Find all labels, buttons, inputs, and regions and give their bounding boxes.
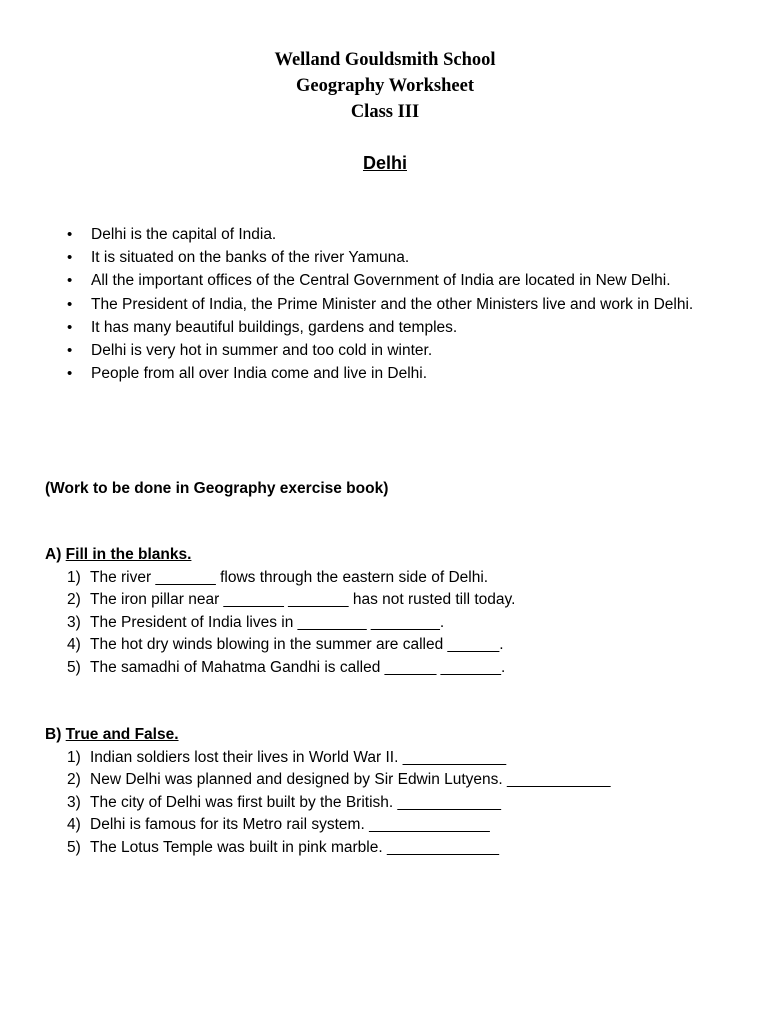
fact-text: Delhi is very hot in summer and too cold in winter. — [91, 342, 433, 360]
question-number: 4) — [67, 636, 81, 654]
fact-text: It has many beautiful buildings, gardens and temples. — [91, 318, 458, 336]
question-text: Indian soldiers lost their lives in World War II. ____________ — [90, 748, 507, 766]
section-heading — [45, 724, 745, 747]
question-text: The hot dry winds blowing in the summer are called ______. — [90, 636, 504, 654]
question-number: 3) — [67, 793, 81, 811]
bullet-icon: • — [67, 295, 73, 313]
question-text: Delhi is famous for its Metro rail system. ______________ — [90, 816, 490, 834]
fact-item — [0, 293, 770, 316]
question-number: 1) — [67, 748, 81, 766]
school-name: Welland Gouldsmith School — [274, 50, 496, 70]
facts-list — [0, 223, 770, 385]
bullet-icon: • — [67, 249, 73, 267]
question-item — [45, 634, 745, 657]
worksheet-subject: Geography Worksheet — [296, 76, 474, 96]
question-item — [45, 792, 745, 815]
bullet-icon: • — [67, 365, 73, 383]
question-list — [45, 747, 745, 860]
fact-item — [0, 339, 770, 362]
class-level: Class III — [350, 102, 420, 122]
question-item — [45, 814, 745, 837]
question-text: The samadhi of Mahatma Gandhi is called ______ _______. — [90, 658, 506, 676]
question-item — [45, 747, 745, 770]
section-fill-blanks — [45, 544, 745, 680]
question-number: 2) — [67, 591, 81, 609]
section-true-false — [45, 724, 745, 860]
fact-item — [0, 316, 770, 339]
question-number: 4) — [67, 816, 81, 834]
fact-text: The President of India, the Prime Minister and the other Ministers live and work in Delhi. — [91, 295, 694, 313]
section-title: True and False. — [65, 726, 179, 743]
section-label: B) — [45, 726, 62, 743]
question-item — [45, 837, 745, 860]
section-heading — [45, 544, 745, 567]
question-number: 2) — [67, 771, 81, 789]
section-title: Fill in the blanks. — [65, 546, 192, 563]
question-item — [45, 589, 745, 612]
question-text: The iron pillar near _______ _______ has not rusted till today. — [90, 591, 516, 609]
bullet-icon: • — [67, 226, 73, 243]
question-number: 5) — [67, 658, 81, 676]
question-number: 3) — [67, 613, 81, 631]
fact-text: Delhi is the capital of India. — [91, 226, 277, 243]
topic-title: Delhi — [362, 153, 407, 173]
fact-text: It is situated on the banks of the river Yamuna. — [91, 249, 410, 267]
section-label: A) — [45, 546, 62, 563]
question-text: The city of Delhi was first built by the British. ____________ — [90, 793, 501, 811]
question-list — [45, 567, 745, 680]
fact-item — [0, 362, 770, 385]
fact-text: People from all over India come and live in Delhi. — [91, 365, 428, 383]
question-number: 1) — [67, 568, 81, 586]
question-item — [45, 657, 745, 680]
question-text: The Lotus Temple was built in pink marble. _____________ — [90, 838, 500, 856]
question-text: New Delhi was planned and designed by Sir Edwin Lutyens. ____________ — [90, 771, 611, 789]
question-item — [45, 612, 745, 635]
bullet-icon: • — [67, 318, 73, 336]
question-number: 5) — [67, 838, 81, 856]
bullet-icon: • — [67, 272, 73, 290]
bullet-icon: • — [67, 342, 73, 360]
question-text: The river _______ flows through the eastern side of Delhi. — [90, 568, 489, 586]
exercise-note: (Work to be done in Geography exercise book) — [45, 480, 389, 497]
fact-item — [0, 223, 770, 246]
question-item — [45, 567, 745, 590]
question-text: The President of India lives in ________ ________. — [90, 613, 445, 631]
fact-item — [0, 269, 770, 292]
fact-text: All the important offices of the Central Government of India are located in New Delhi. — [91, 272, 671, 290]
question-item — [45, 769, 745, 792]
fact-item — [0, 246, 770, 269]
worksheet-header — [0, 47, 770, 125]
